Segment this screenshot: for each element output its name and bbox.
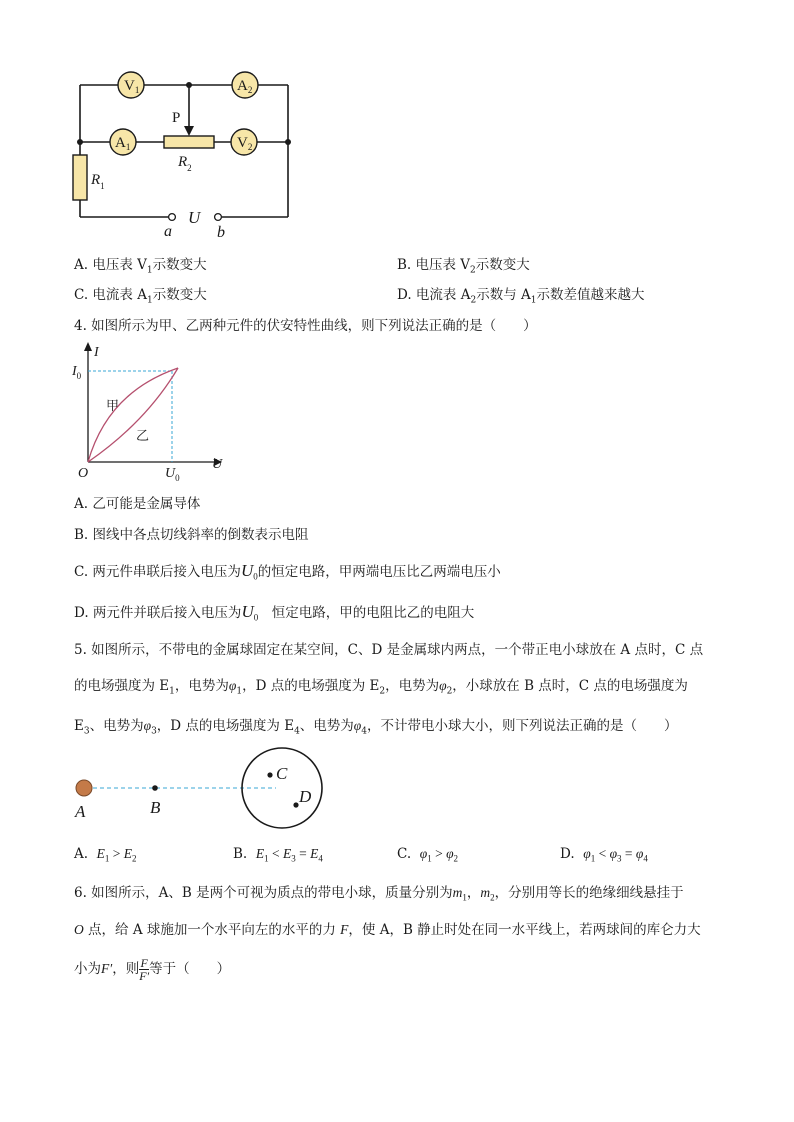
svg-text:乙: 乙 <box>136 428 150 443</box>
q4-stem: 4. 如图所示为甲、乙两种元件的伏安特性曲线，则下列说法正确的是（ ） <box>74 318 537 334</box>
circuit-diagram <box>60 60 310 245</box>
svg-text:C: C <box>276 764 288 783</box>
svg-text:U: U <box>212 457 223 472</box>
svg-text:甲: 甲 <box>106 398 120 413</box>
q3-option-d[interactable]: D. 电流表 $A_2$示数与 $A_1$示数差值越来越大 <box>397 287 645 306</box>
svg-text:I: I <box>94 345 99 360</box>
svg-text:P: P <box>172 110 181 126</box>
q5-option-b[interactable]: B. $E_1 < E_3 = E_4$ <box>233 846 323 864</box>
svg-text:R2: $R_2$ <box>178 154 192 173</box>
q4-option-c[interactable]: C. 两元件串联后接入电压为$U_0$的恒定电路，甲两端电压比乙两端电压小 <box>74 561 501 582</box>
svg-text:A: A <box>75 802 86 821</box>
svg-text:O: O <box>78 466 89 481</box>
q3-option-a[interactable]: A. 电压表 $V_1$示数变大 <box>74 257 207 276</box>
q4-option-d[interactable]: D. 两元件并联后接入电压为$U_0$ 恒定电路，甲的电阻比乙的电阻大 <box>74 602 475 623</box>
q6-stem-line1: 6. 如图所示，A、B 是两个可视为质点的带电小球，质量分别为$m_1$，$m_2$，分别用等长的绝缘细线悬挂于 <box>74 885 684 903</box>
q6-stem-line2: O 点，给 A 球施加一个水平向左的水平的力 F，使 A，B 静止时处在同一水平线上，若两球间的库仑力大 <box>74 922 701 938</box>
svg-text:D: D <box>299 787 312 806</box>
q4-option-a[interactable]: A. 乙可能是金属导体 <box>74 496 201 512</box>
q5-option-a[interactable]: A. $E_1 > E_2$ <box>74 846 137 864</box>
svg-text:U: U <box>188 208 201 227</box>
svg-text:a: a <box>164 223 172 240</box>
q5-option-c[interactable]: C. $\varphi_1 > \varphi_2$ <box>397 846 459 864</box>
q5-stem-line1: 5. 如图所示，不带电的金属球固定在某空间，C、D 是金属球内两点，一个带正电小球放在 A 点时，C 点 <box>74 642 704 658</box>
svg-text:I0: $I_0$ <box>72 364 82 381</box>
point-c <box>267 772 272 777</box>
svg-text:U0: $U_0$ <box>165 466 180 483</box>
q5-stem-line3: $E_3$、电势为$\varphi_3$，D 点的电场强度为 $E_4$、电势为$\varphi_4$，不计带电小球大小，则下列说法正确的是（ ） <box>74 718 678 737</box>
q5-stem-line2: 的电场强度为 $E_1$，电势为$\varphi_1$，D 点的电场强度为 $E_2$，电势为$\varphi_2$，小球放在 B 点时，C 点的电场强度为 <box>74 678 688 697</box>
q3-option-c[interactable]: C. 电流表 $A_1$示数变大 <box>74 287 207 306</box>
svg-text:V2: $V_2$ <box>237 135 253 152</box>
guide-lines <box>88 371 172 462</box>
point-d <box>293 802 298 807</box>
svg-text:b: b <box>217 224 225 241</box>
svg-text:B: B <box>150 798 161 817</box>
curve-jia <box>88 368 178 462</box>
point-b <box>152 785 158 791</box>
q3-option-b[interactable]: B. 电压表 $V_2$示数变大 <box>397 257 530 276</box>
fraction-f-over-fprime: $\frac{F}{F'}$ <box>139 956 150 983</box>
svg-text:R1: $R_1$ <box>91 172 105 191</box>
q4-option-b[interactable]: B. 图线中各点切线斜率的倒数表示电阻 <box>74 527 309 543</box>
svg-text:A1: $A_1$ <box>115 135 131 152</box>
q6-stem-line3: 小为F′，则 $\frac{F}{F'}$ 等于（ ） <box>74 956 231 983</box>
metal-sphere-figure <box>66 745 336 830</box>
q5-option-d[interactable]: D. $\varphi_1 < \varphi_3 = \varphi_4$ <box>560 846 648 864</box>
iv-characteristic-graph <box>66 340 231 485</box>
curve-yi <box>88 368 178 462</box>
svg-text:A2: $A_2$ <box>237 78 253 95</box>
charged-ball-a <box>76 780 92 796</box>
svg-text:V1: $V_1$ <box>124 78 140 95</box>
